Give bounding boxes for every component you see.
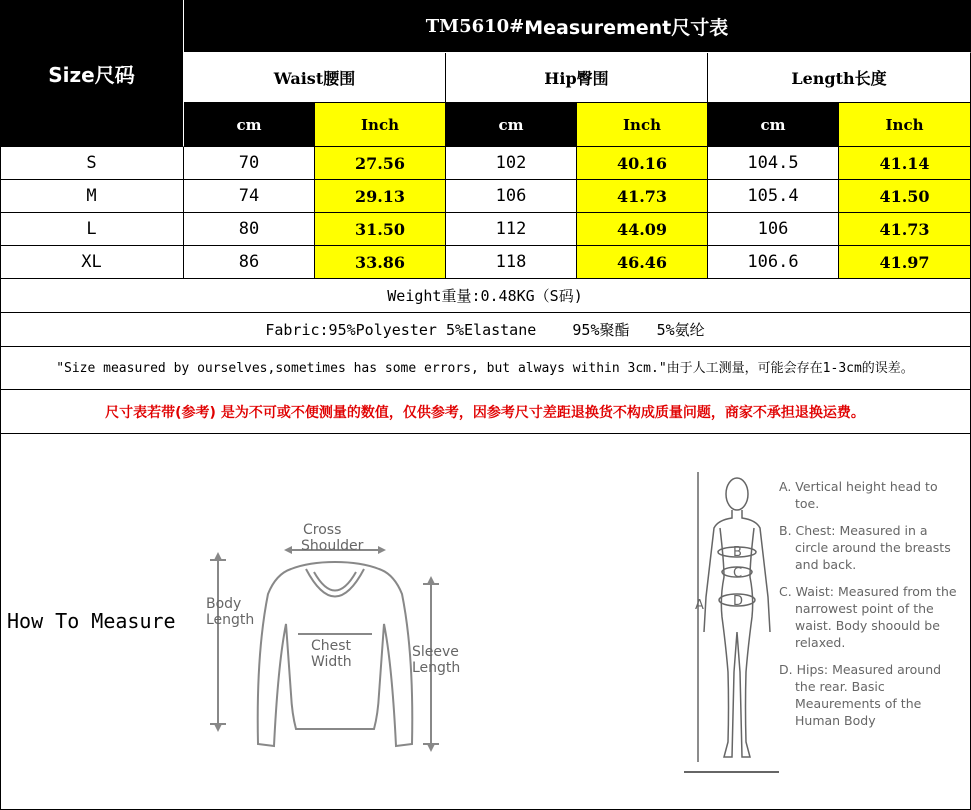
value-cell: 106 [708,213,839,246]
note-c: C. Waist: Measured from the narrowest point of the waist. Body shoould be relaxed. [779,584,957,650]
value-cell: 40.16 [577,147,708,180]
unit-header: Inch [839,103,971,147]
sleeve-length-label: Length [412,660,461,676]
unit-header: Inch [315,103,446,147]
figure-label-c: C [733,566,743,581]
unit-header: cm [708,103,839,147]
value-cell: 104.5 [708,147,839,180]
how-to-measure-label: How To Measure [7,609,176,633]
how-to-measure-section [0,434,971,810]
figure-label-d: D [733,594,744,609]
garment-diagram [196,514,486,774]
value-cell: 86 [184,246,315,279]
note-b: B. Chest: Measured in a circle around the breasts and back. [779,523,951,572]
value-cell: 41.97 [839,246,971,279]
cross-shoulder-label: Shoulder [301,538,364,554]
body-length-label: Length [206,612,255,628]
unit-header: Inch [577,103,708,147]
disclaimer-row: 尺寸表若带(参考) 是为不可或不便测量的数值，仅供参考，因参考尺寸差距退换货不构成质量问题，商家不承担退换运费。 [0,390,971,434]
measurement-note: "Size measured by ourselves,sometimes has some errors, but always within 3cm."由于人工测量，可能会存在1-3cm的误差。 [0,347,971,390]
body-length-label: Body [206,596,242,612]
unit-header: cm [184,103,315,147]
table-title [184,0,971,53]
value-cell: 41.73 [577,180,708,213]
value-cell: 74 [184,180,315,213]
sleeve-length-label: Sleeve [412,644,459,660]
value-cell: 112 [446,213,577,246]
weight-row: Weight重量:0.48KG（S码) [0,279,971,313]
value-cell: 46.46 [577,246,708,279]
size-column-header: Size尺码 [0,0,184,147]
fabric-row: Fabric:95%Polyester 5%Elastane 95%聚酯 5%氨纶 [0,313,971,347]
value-cell: 31.50 [315,213,446,246]
unit-header: cm [446,103,577,147]
size-cell: S [0,147,184,180]
value-cell: 41.73 [839,213,971,246]
value-cell: 33.86 [315,246,446,279]
group-header-hip: Hip臀围 [446,53,708,103]
value-cell: 29.13 [315,180,446,213]
group-header-waist: Waist腰围 [184,53,446,103]
note-a: A. Vertical height head to toe. [779,479,938,511]
value-cell: 80 [184,213,315,246]
value-cell: 102 [446,147,577,180]
value-cell: 27.56 [315,147,446,180]
value-cell: 105.4 [708,180,839,213]
group-header-length: Length长度 [708,53,971,103]
figure-label-b: B [733,545,742,560]
value-cell: 44.09 [577,213,708,246]
size-cell: XL [0,246,184,279]
body-figure-diagram [684,472,779,782]
value-cell: 70 [184,147,315,180]
value-cell: 106.6 [708,246,839,279]
value-cell: 41.50 [839,180,971,213]
size-cell: L [0,213,184,246]
product-code: TM5610# [425,15,525,37]
title-text: Measurement尺寸表 [524,16,729,39]
chest-width-label: Chest [311,638,352,654]
value-cell: 106 [446,180,577,213]
chest-width-label: Width [311,654,352,670]
size-cell: M [0,180,184,213]
note-d: D. Hips: Measured around the rear. Basic Meaurements of the Human Body [779,662,942,728]
figure-label-a: A [695,598,704,613]
value-cell: 41.14 [839,147,971,180]
value-cell: 118 [446,246,577,279]
body-measure-notes [779,478,959,739]
cross-shoulder-label: Cross [303,522,342,538]
